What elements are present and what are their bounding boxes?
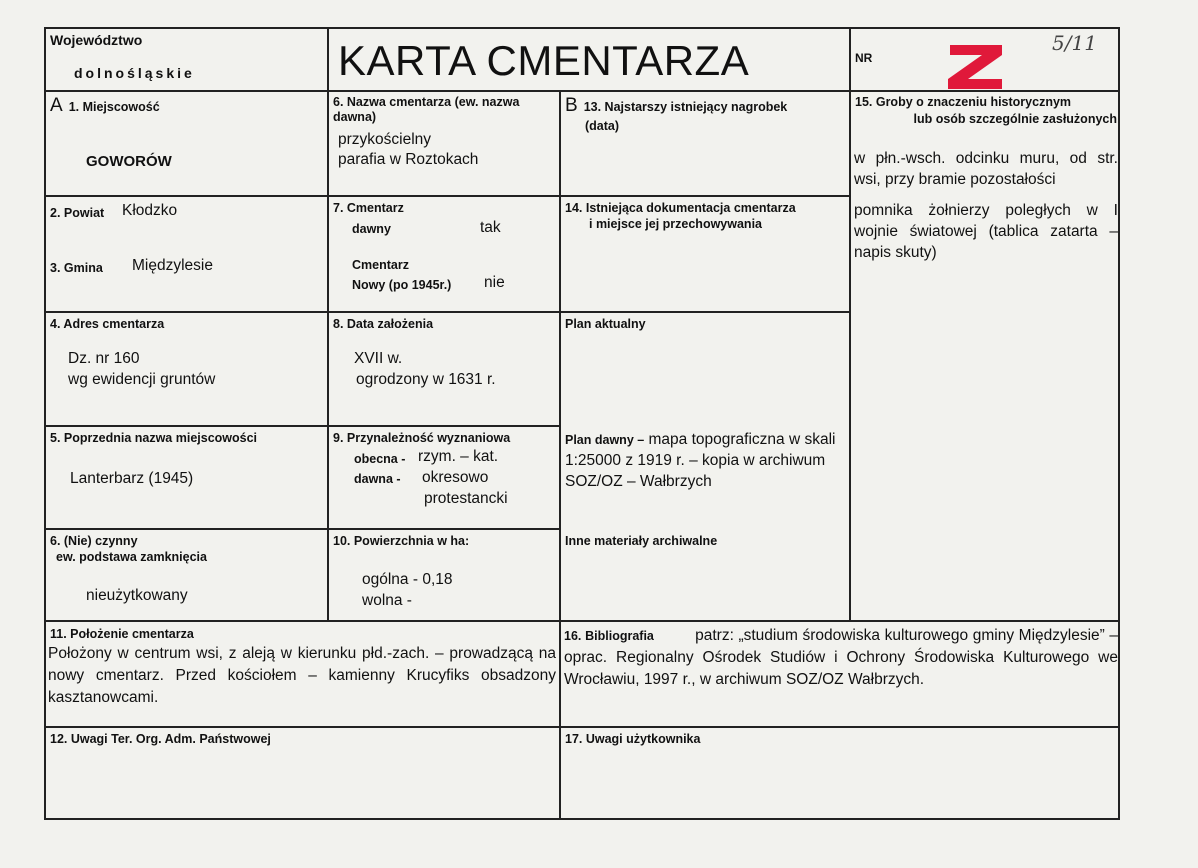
field-7-label: 7. Cmentarz: [333, 201, 404, 215]
field-8-value-line2: ogrodzony w 1631 r.: [356, 371, 496, 388]
field-13-label-line2: (data): [585, 119, 620, 133]
field-6a-label: 6. (Nie) czynny: [50, 534, 138, 548]
field-10-free: wolna -: [362, 592, 412, 609]
field-17-label: 17. Uwagi użytkownika: [565, 732, 701, 746]
field-6-value-line2: parafia w Roztokach: [338, 151, 479, 168]
field-15-label-line2: lub osób szczególnie zasłużonych: [913, 112, 1117, 126]
field-16-label: 16. Bibliografia: [564, 629, 654, 643]
field-9-current-label: obecna -: [354, 452, 406, 466]
field-12-label: 12. Uwagi Ter. Org. Adm. Państwowej: [50, 732, 271, 746]
field-14-label-line2: i miejsce jej przechowywania: [589, 217, 762, 231]
field-15-value-part1: w płn.-wsch. odcinku muru, od str. wsi, przy bramie pozostałości: [854, 150, 1118, 188]
field-10-label: 10. Powierzchnia w ha:: [333, 534, 470, 548]
nr-label: NR: [855, 51, 873, 65]
field-1-label: 1. Miejscowość: [68, 100, 160, 114]
field-6a-label-line2: ew. podstawa zamknięcia: [56, 550, 207, 564]
field-9-former-label: dawna -: [354, 472, 401, 486]
divider: [46, 528, 560, 530]
field-16-value: patrz: „studium środowiska kulturowego gminy Międzylesie” – oprac. Regionalny Ośrodek Studiów i Ochrony Środowiska Kulturowego we Wrocławiu, 1997 r., w archiwum SOZ/OZ Wałbrzych.: [564, 627, 1118, 688]
field-7-new-label-line2: Nowy (po 1945r.): [352, 278, 452, 292]
field-7-new-value: nie: [484, 274, 505, 291]
divider: [46, 425, 560, 427]
field-2-value: Kłodzko: [122, 202, 178, 219]
other-materials-label: Inne materiały archiwalne: [565, 534, 718, 548]
red-z-mark: [944, 41, 1008, 91]
field-14-label: 14. Istniejąca dokumentacja cmentarza: [565, 201, 796, 215]
field-15-label: 15. Groby o znaczeniu historycznym: [855, 95, 1072, 109]
field-11-label: 11. Położenie cmentarza: [50, 627, 194, 641]
field-7-new-label: Cmentarz: [352, 258, 409, 272]
region-cell: [50, 33, 320, 89]
field-11-value: Położony w centrum wsi, z aleją w kierunku płd.-zach. – prowadzącą na nowy cmentarz. Przed kościołem – kamienny Krucyfiks obsadzony kasztanowcami.: [48, 645, 556, 706]
divider: [327, 29, 329, 622]
divider: [46, 311, 850, 313]
region-value: dolnośląskie: [74, 65, 195, 81]
field-1-value: GOWORÓW: [86, 153, 172, 170]
field-9-former-value-line2: protestancki: [424, 490, 508, 507]
field-9-current-value: rzym. – kat.: [418, 448, 499, 465]
field-5-label: 5. Poprzednia nazwa miejscowości: [50, 431, 258, 445]
field-13: [565, 95, 845, 117]
field-3-value: Międzylesie: [132, 257, 213, 274]
plan-old-value: mapa topograficzna w skali 1:25000 z 1919 r. – kopia w archiwum SOZ/OZ – Wałbrzych: [565, 431, 836, 490]
field-6-label: 6. Nazwa cmentarza (ew. nazwa dawna): [333, 95, 520, 124]
field-13-label: 13. Najstarszy istniejący nagrobek: [583, 100, 788, 114]
field-1: [50, 95, 322, 117]
region-label: Województwo: [50, 32, 143, 48]
field-9-label: 9. Przynależność wyznaniowa: [333, 431, 511, 445]
field-10-total: ogólna - 0,18: [362, 571, 453, 588]
field-4-label: 4. Adres cmentarza: [50, 317, 165, 331]
field-16: [564, 625, 1118, 691]
field-2-label: 2. Powiat: [50, 206, 105, 220]
section-letter-b: B: [565, 95, 578, 116]
field-7-old-label: dawny: [352, 222, 391, 236]
handwritten-number: 5/11: [1052, 31, 1097, 55]
plan-old-label: Plan dawny –: [565, 433, 645, 447]
field-7-old-value: tak: [480, 219, 501, 236]
divider: [46, 195, 850, 197]
section-letter-a: A: [50, 95, 63, 116]
field-3-label: 3. Gmina: [50, 261, 103, 275]
field-4-value-line2: wg ewidencji gruntów: [68, 371, 216, 388]
divider: [559, 90, 561, 820]
field-15-value-part2: pomnika żołnierzy poległych w I wojnie światowej (tablica zatarta – napis skuty): [854, 202, 1118, 261]
field-8-label: 8. Data założenia: [333, 317, 434, 331]
field-6-value-line1: przykościelny: [338, 131, 432, 148]
field-9-former-value-line1: okresowo: [422, 469, 489, 486]
field-4-value-line1: Dz. nr 160: [68, 350, 140, 367]
field-5-value: Lanterbarz (1945): [70, 470, 194, 487]
plan-old: [565, 429, 837, 492]
divider: [849, 29, 851, 622]
field-6a-value: nieużytkowany: [86, 587, 188, 604]
page-title: KARTA CMENTARZA: [338, 37, 750, 84]
divider: [46, 726, 1120, 728]
plan-current-label: Plan aktualny: [565, 317, 646, 331]
divider: [46, 620, 1120, 622]
card-frame: [44, 27, 1120, 820]
field-8-value-line1: XVII w.: [354, 350, 403, 367]
